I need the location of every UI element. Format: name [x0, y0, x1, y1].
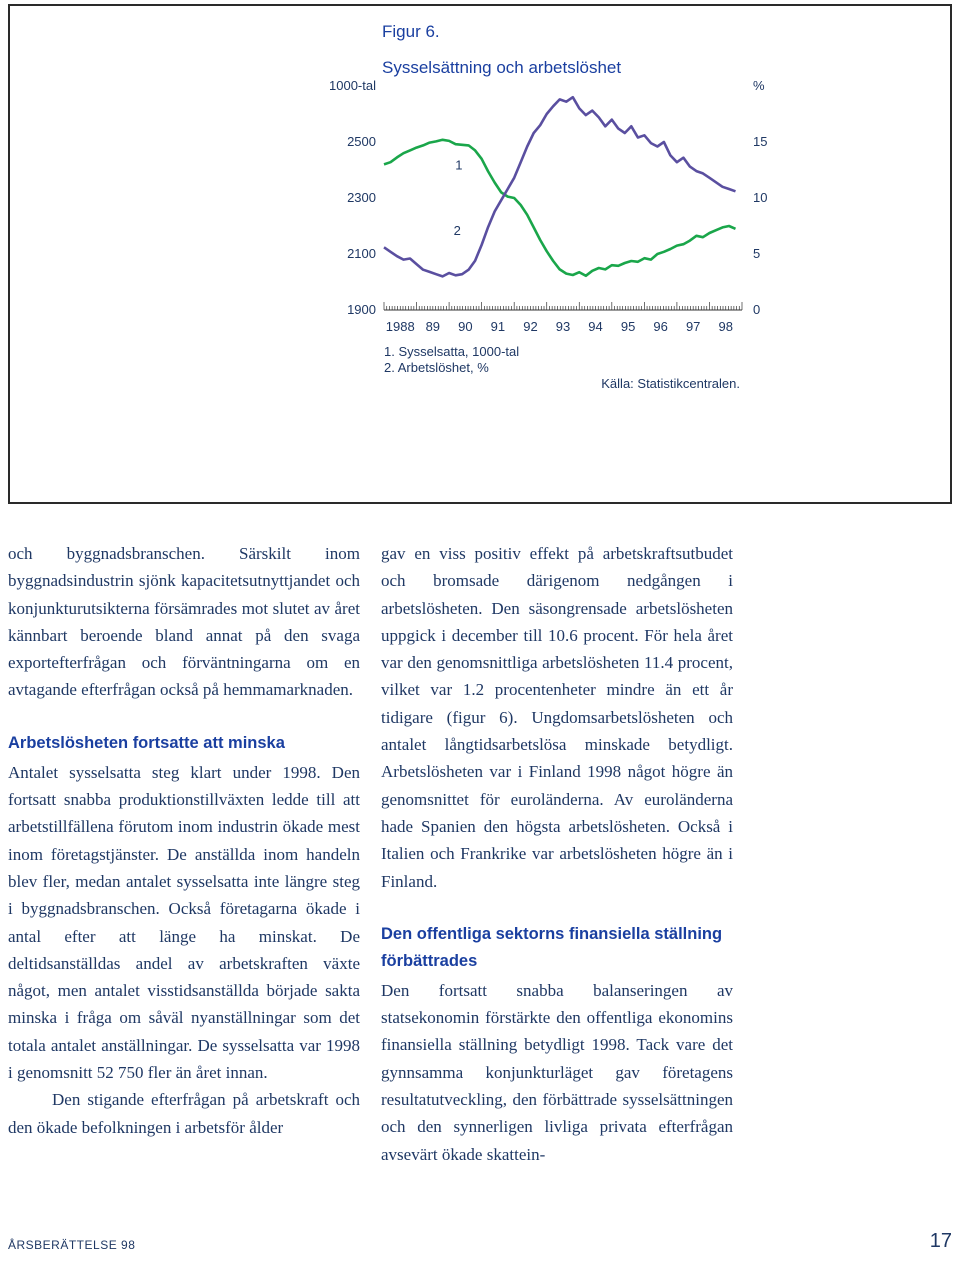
- chart: [0, 0, 960, 510]
- x-tick-label: 95: [620, 319, 636, 334]
- y-right-tick-label: 10: [753, 190, 768, 205]
- x-tick-label: 90: [458, 319, 473, 334]
- y-right-tick-label: 0: [753, 302, 761, 317]
- section-heading: Den offentliga sektorns finansiella ställning förbättrades: [381, 924, 723, 970]
- figure-number: Figur 6.: [382, 22, 440, 41]
- legend-item-unemployment: 2. Arbetslöshet, %: [384, 360, 489, 375]
- y-right-tick-label: 15: [753, 134, 768, 149]
- right-text-column: [381, 540, 733, 1168]
- series-label-unemployment: 2: [453, 222, 461, 238]
- x-tick-label: 89: [425, 319, 441, 334]
- y-left-tick-label: 1900: [347, 302, 376, 317]
- series-line-unemployment: [384, 97, 736, 276]
- footer-publication: ÅRSBERÄTTELSE 98: [8, 1238, 136, 1252]
- paragraph: Den fortsatt snabba balanseringen av statsekonomin förstärkte den offentliga ekonomins finansiella ställning betydligt 1998. Tack vare det gynnsamma konjunkturläget gav företagens resultatutveckling, den förbättrade sysselsättningen och den synnerligen livliga privata efterfrågan avsevärt ökade skattein-: [381, 980, 733, 1164]
- y-left-tick-label: 2500: [347, 134, 376, 149]
- paragraph: gav en viss positiv effekt på arbetskraftsutbudet och bromsade därigenom nedgången i arbetslösheten. Den säsongrensade arbetslösheten uppgick i december till 10.6 procent. För hela året var den genomsnittliga arbetslösheten 11.4 procent, vilket var 1.2 procentenheter mindre än ett år tidigare (figur 6). Ungdomsarbetslösheten och antalet långtidsarbetslösa minskade betydligt. Arbetslösheten var i Finland 1998 något högre än genomsnittet för euroländerna. Av euroländerna hade Spanien den högsta arbetslösheten. Också i Italien och Frankrike var arbetslösheten högre än i Finland.: [381, 544, 733, 891]
- source-note: Källa: Statistikcentralen.: [601, 376, 740, 391]
- x-tick-label: 97: [685, 319, 701, 334]
- x-tick-label: 94: [588, 319, 603, 334]
- series-label-employed: 1: [455, 157, 463, 173]
- x-tick-label: 96: [653, 319, 668, 334]
- y-left-tick-label: 2100: [347, 246, 376, 261]
- left-axis-unit: 1000-tal: [329, 78, 376, 93]
- paragraph: Antalet sysselsatta steg klart under 1998. Den fortsatt snabba produktionstillväxten ledde till att arbetstillfällena förutom inom industrin ökade mest inom företagstjänster. De anställda inom handeln blev fler, medan antalet sysselsatta inte längre steg i byggnadsbranschen. Också företagarna ökade i antal efter att länge ha minskat. De deltidsanställdas andel av arbetskraften växte något, men antalet visstidsanställda började sakta minska i fråga om såväl nyanställningar som det totala antalet anställningar. De sysselsatta var 1998 i genomsnitt 52 750 fler än året innan.: [8, 762, 360, 1083]
- legend-item-employed: 1. Sysselsatta, 1000-tal: [384, 344, 520, 359]
- page-number: 17: [929, 1230, 952, 1252]
- right-axis-unit: %: [753, 78, 765, 93]
- x-tick-label: 1988: [385, 319, 415, 334]
- x-tick-label: 93: [555, 319, 571, 334]
- figure-title: Sysselsättning och arbetslöshet: [382, 58, 622, 77]
- x-tick-label: 92: [523, 319, 538, 334]
- y-left-tick-label: 2300: [347, 190, 376, 205]
- y-right-tick-label: 5: [753, 246, 761, 261]
- series-line-employed: [384, 140, 736, 276]
- paragraph: Den stigande efterfrågan på arbetskraft och den ökade befolkningen i arbetsför ålder: [8, 1090, 360, 1137]
- x-tick-label: 91: [490, 319, 506, 334]
- x-tick-label: 98: [718, 319, 733, 334]
- left-text-column: [8, 540, 360, 1141]
- paragraph: och byggnadsbranschen. Särskilt inom byggnadsindustrin sjönk kapacitetsutnyttjandet och konjunkturutsikterna försämrades mot slutet av året kännbart beroende bland annat på den svaga exportefterfrågan och förväntningarna om en avtagande efterfrågan också på hemmamarknaden.: [8, 544, 360, 700]
- section-heading: Arbetslösheten fortsatte att minska: [8, 733, 285, 752]
